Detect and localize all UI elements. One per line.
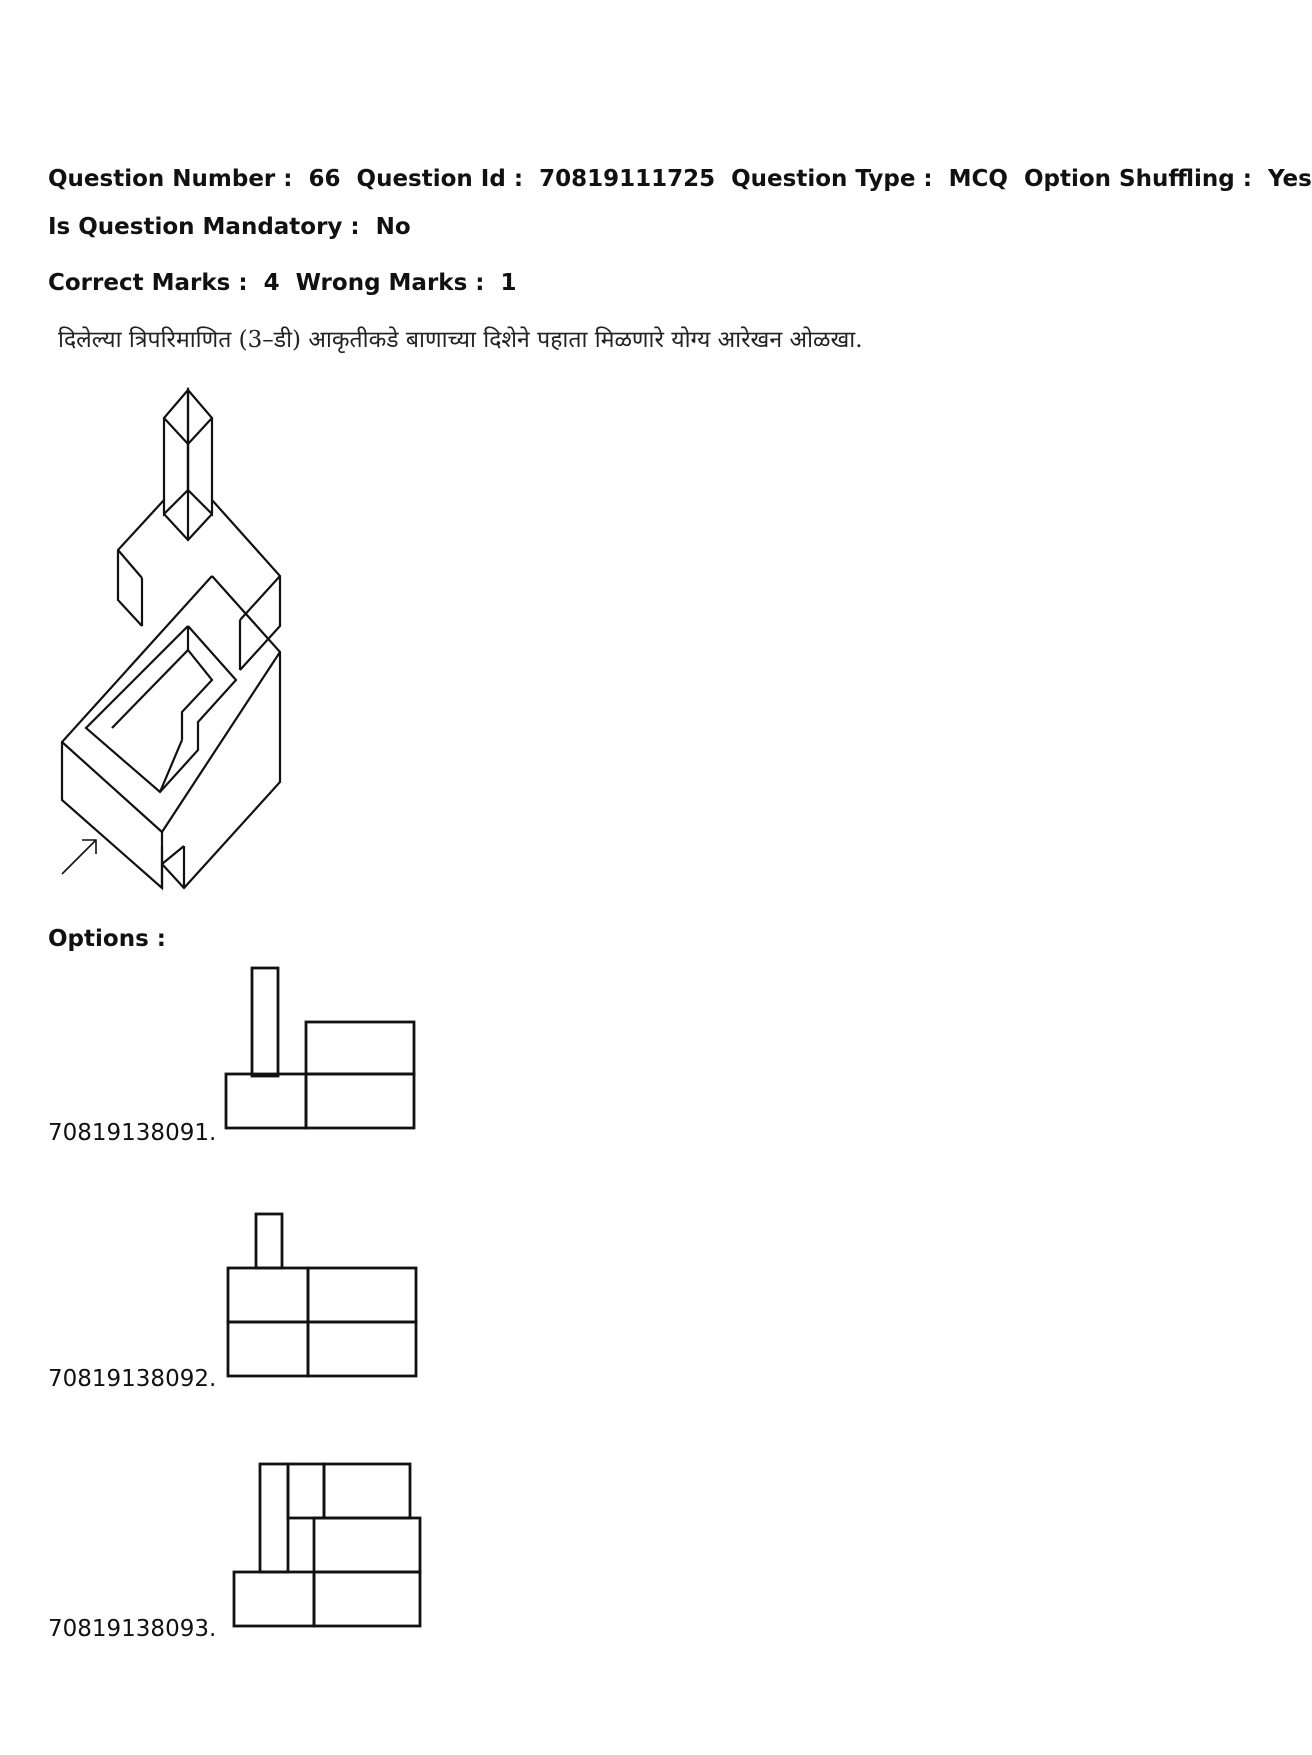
option-2-figure[interactable] bbox=[226, 1212, 422, 1380]
lower-slab-top-front bbox=[62, 742, 162, 832]
option-1-figure[interactable] bbox=[224, 966, 420, 1130]
upper-block-edge-1 bbox=[118, 550, 142, 578]
question-meta-line-1 bbox=[48, 166, 1312, 192]
lower-slab-right bbox=[162, 576, 280, 888]
correct-marks-label: Correct Marks : bbox=[48, 270, 248, 296]
notch-diagonal bbox=[162, 846, 184, 864]
question-3d-figure bbox=[62, 388, 322, 898]
option-3-figure[interactable] bbox=[232, 1462, 428, 1632]
question-text: दिलेल्या त्रिपरिमाणित (3–डी) आकृतीकडे बाणाच्या दिशेने पहाता मिळणारे योग्य आरेखन ओळखा. bbox=[58, 327, 863, 353]
option-2-label[interactable]: 70819138092. bbox=[48, 1366, 217, 1392]
wrong-marks-value: 1 bbox=[500, 270, 517, 296]
upper-block-right bbox=[212, 500, 280, 670]
mandatory-label: Is Question Mandatory : bbox=[48, 214, 360, 240]
pillar-right-face bbox=[188, 390, 212, 514]
lower-slab-left bbox=[62, 576, 212, 888]
mandatory-value: No bbox=[375, 214, 411, 240]
recess-inner-bottom bbox=[160, 740, 182, 792]
option-1-label[interactable]: 70819138091. bbox=[48, 1120, 217, 1146]
pillar-left-face bbox=[164, 390, 188, 514]
question-type-value: MCQ bbox=[948, 166, 1008, 192]
question-number-label: Question Number : bbox=[48, 166, 293, 192]
recess-inner-left bbox=[112, 626, 188, 728]
option-3-label[interactable]: 70819138093. bbox=[48, 1616, 217, 1642]
question-id-label: Question Id : bbox=[356, 166, 524, 192]
wrong-marks-label: Wrong Marks : bbox=[295, 270, 485, 296]
question-type-label: Question Type : bbox=[731, 166, 933, 192]
options-heading: Options : bbox=[48, 926, 166, 952]
question-id-value: 70819111725 bbox=[539, 166, 716, 192]
question-number-value: 66 bbox=[308, 166, 341, 192]
option-shuffling-value: Yes bbox=[1268, 166, 1312, 192]
lower-slab-top-right bbox=[162, 652, 280, 832]
option-shuffling-label: Option Shuffling : bbox=[1023, 166, 1252, 192]
question-meta-line-2 bbox=[48, 214, 411, 240]
view-arrow bbox=[62, 840, 96, 874]
recess-outer bbox=[86, 626, 236, 792]
question-meta-line-3 bbox=[48, 270, 517, 296]
correct-marks-value: 4 bbox=[263, 270, 280, 296]
